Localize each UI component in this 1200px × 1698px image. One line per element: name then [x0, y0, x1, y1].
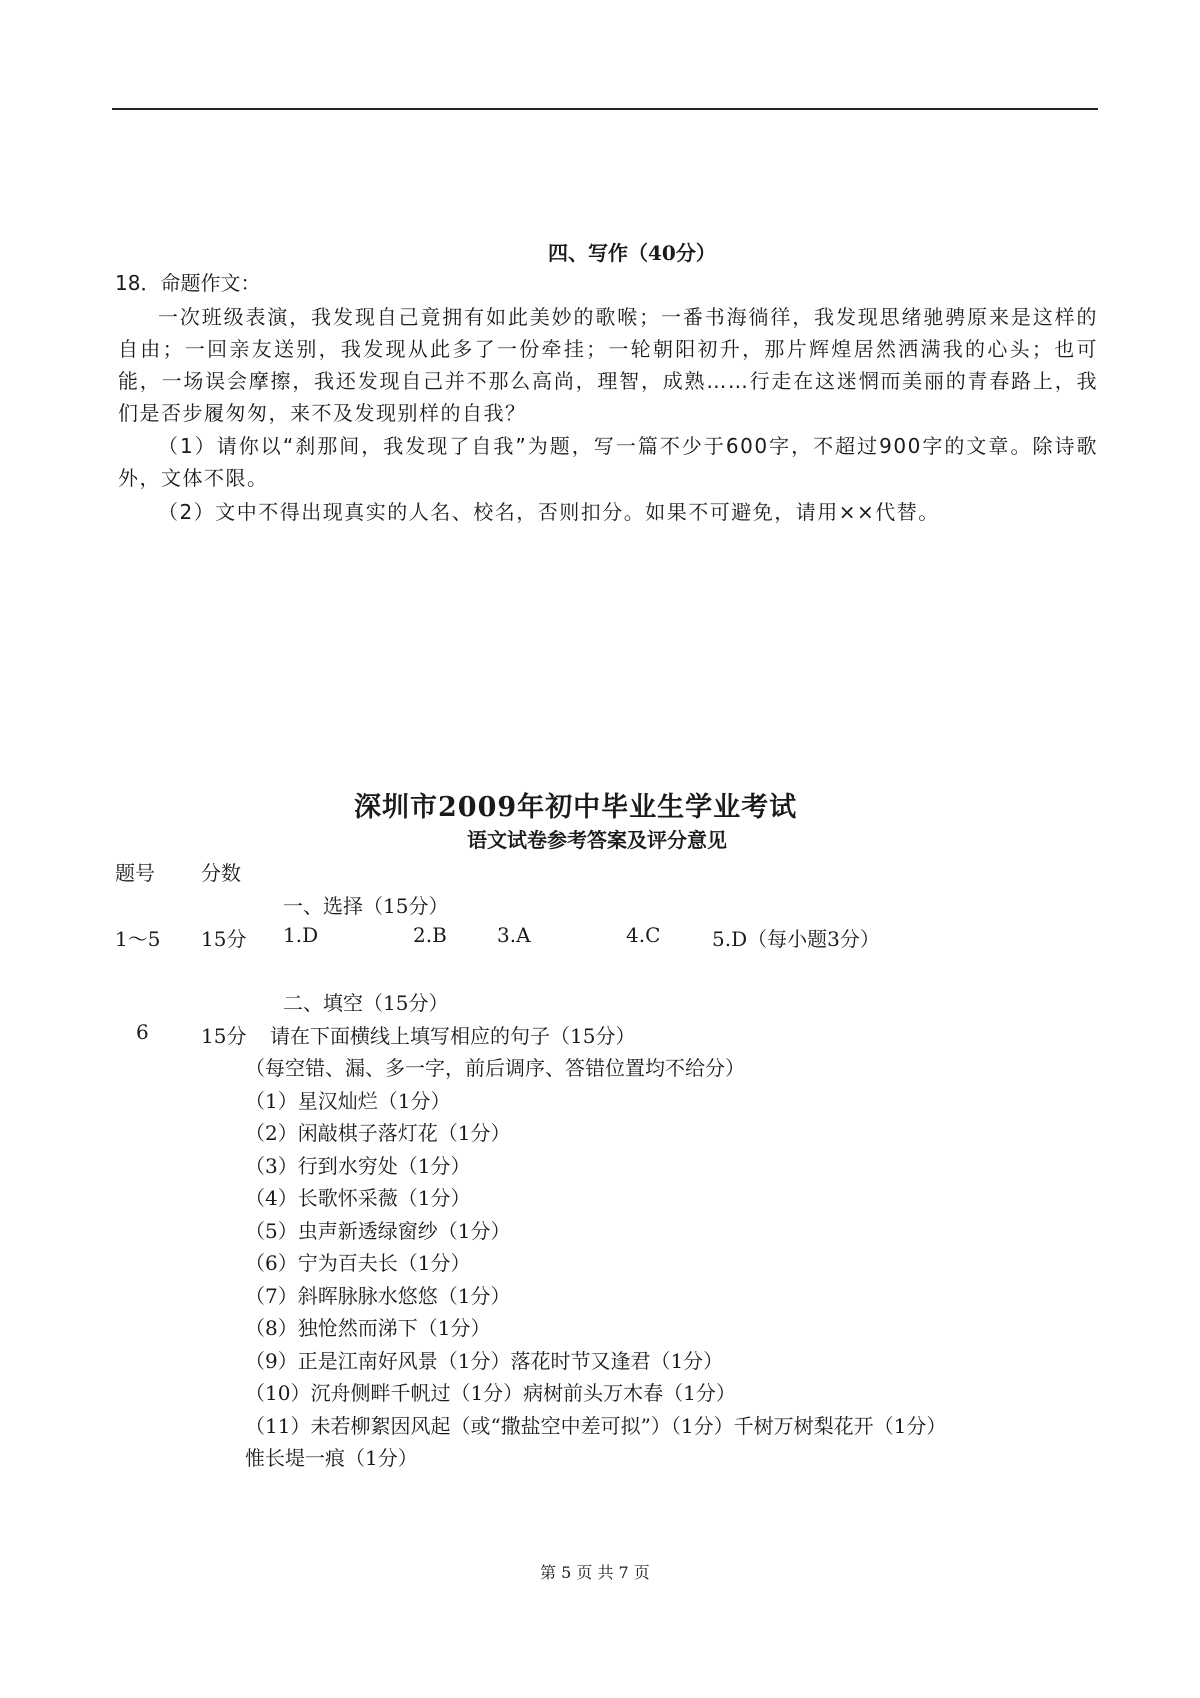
- part1-heading: 一、选择（15分）: [283, 894, 449, 918]
- essay-prompt: 一次班级表演，我发现自己竟拥有如此美妙的歌喉；一番书海徜徉，我发现思绪驰骋原来是这样的自由；一回亲友送别，我发现从此多了一份牵挂；一轮朝阳初升，那片辉煌居然洒满我的心头；也可能，一场误会摩擦，我还发现自己并不那么高尚，理智，成熟……行走在这迷惘而美丽的青春路上，我们是否步履匆匆，来不及发现别样的自我？: [118, 305, 1098, 425]
- fill-answer-item: （7）斜晖脉脉水悠悠（1分）: [245, 1284, 511, 1308]
- fill-answer-item: 惟长堤一痕（1分）: [245, 1446, 418, 1470]
- part2-question-number: 6: [136, 1020, 149, 1044]
- part2-note: （每空错、漏、多一字，前后调序、答错位置均不给分）: [245, 1056, 745, 1080]
- part1-range: 1～5: [115, 927, 161, 951]
- fill-answer-item: （1）星汉灿烂（1分）: [245, 1089, 451, 1113]
- fill-answer-item: （2）闲敲棋子落灯花（1分）: [245, 1121, 511, 1145]
- answer-key-subtitle: 语文试卷参考答案及评分意见: [467, 828, 727, 852]
- part1-answer: 1.D: [283, 923, 319, 947]
- fill-answer-item: （8）独怆然而涕下（1分）: [245, 1316, 491, 1340]
- requirement-1: （1）请你以“刹那间，我发现了自我”为题，写一篇不少于600字，不超过900字的文章。除诗歌外，文体不限。: [118, 434, 1098, 490]
- header-rule: [112, 108, 1098, 110]
- fill-answer-item: （10）沉舟侧畔千帆过（1分）病树前头万木春（1分）: [245, 1381, 736, 1405]
- part1-answer: 5.D（每小题3分）: [712, 927, 880, 951]
- column-header-question: 题号: [115, 861, 155, 885]
- part1-answer: 2.B: [413, 923, 447, 947]
- part1-answer: 4.C: [626, 923, 661, 947]
- part1-score: 15分: [201, 927, 247, 951]
- part2-score: 15分: [201, 1024, 247, 1048]
- question-18-label: 18．命题作文：: [115, 271, 261, 295]
- page-number-footer: 第 5 页 共 7 页: [540, 1563, 650, 1582]
- section-heading-writing: 四、写作（40分）: [548, 241, 716, 265]
- column-header-score: 分数: [201, 861, 241, 885]
- fill-answer-item: （6）宁为百夫长（1分）: [245, 1251, 471, 1275]
- fill-answer-item: （5）虫声新透绿窗纱（1分）: [245, 1219, 511, 1243]
- answer-key-title: 深圳市2009年初中毕业生学业考试: [354, 792, 798, 823]
- part1-answer: 3.A: [497, 923, 531, 947]
- fill-answer-item: （4）长歌怀采薇（1分）: [245, 1186, 471, 1210]
- fill-answer-item: （11）未若柳絮因风起（或“撒盐空中差可拟”）（1分）千树万树梨花开（1分）: [245, 1414, 947, 1438]
- fill-answer-item: （3）行到水穷处（1分）: [245, 1154, 471, 1178]
- fill-answer-item: （9）正是江南好风景（1分）落花时节又逢君（1分）: [245, 1349, 724, 1373]
- part2-heading: 二、填空（15分）: [283, 991, 449, 1015]
- requirement-2: （2）文中不得出现真实的人名、校名，否则扣分。如果不可避免，请用××代替。: [158, 500, 940, 524]
- part2-instruction: 请在下面横线上填写相应的句子（15分）: [270, 1024, 636, 1048]
